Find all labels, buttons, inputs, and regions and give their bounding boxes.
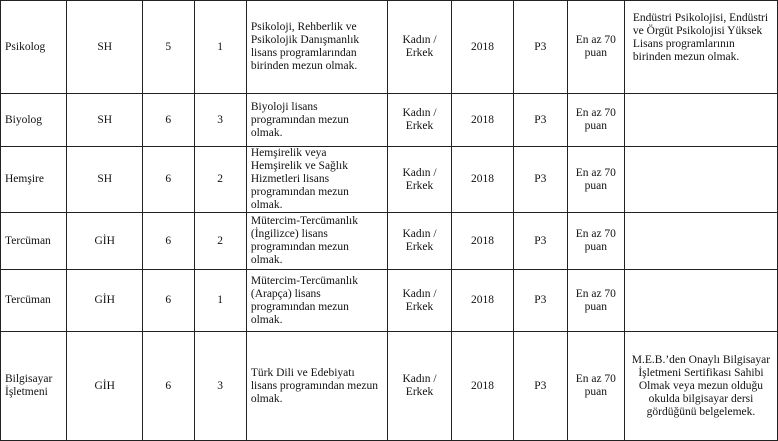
score-type-cell: P3 bbox=[514, 147, 568, 213]
note-cell bbox=[624, 147, 777, 213]
table-body bbox=[1, 1, 778, 441]
position-cell: Tercüman bbox=[1, 213, 67, 270]
table-row bbox=[1, 270, 778, 332]
position-cell: Bilgisayar İşletmeni bbox=[1, 332, 67, 441]
grade-cell: 6 bbox=[143, 147, 194, 213]
grade-cell: 6 bbox=[143, 94, 194, 147]
min-score-cell: En az 70 puan bbox=[567, 147, 624, 213]
kpss-year-cell: 2018 bbox=[452, 332, 514, 441]
note-cell bbox=[624, 270, 777, 332]
table-row bbox=[1, 94, 778, 147]
score-type-cell: P3 bbox=[514, 332, 568, 441]
grade-cell: 6 bbox=[143, 270, 194, 332]
gender-cell: Kadın / Erkek bbox=[387, 332, 451, 441]
kpss-year-cell: 2018 bbox=[452, 213, 514, 270]
kpss-year-cell: 2018 bbox=[452, 94, 514, 147]
note-cell bbox=[624, 213, 777, 270]
table-row bbox=[1, 1, 778, 94]
qualification-cell: Mütercim-Tercümanlık (İngilizce) lisans programından mezun olmak. bbox=[246, 213, 387, 270]
score-type-cell: P3 bbox=[514, 94, 568, 147]
position-cell: Hemşire bbox=[1, 147, 67, 213]
grade-cell: 6 bbox=[143, 213, 194, 270]
min-score-cell: En az 70 puan bbox=[567, 270, 624, 332]
count-cell: 1 bbox=[194, 270, 246, 332]
position-cell: Tercüman bbox=[1, 270, 67, 332]
kpss-year-cell: 2018 bbox=[452, 1, 514, 94]
class-cell: GİH bbox=[67, 270, 143, 332]
table-row bbox=[1, 213, 778, 270]
table-row bbox=[1, 332, 778, 441]
class-cell: SH bbox=[67, 94, 143, 147]
note-cell: Endüstri Psikolojisi, Endüstri ve Örgüt Psikolojisi Yüksek Lisans programlarının birinden mezun olmak. bbox=[624, 1, 777, 94]
min-score-cell: En az 70 puan bbox=[567, 1, 624, 94]
gender-cell: Kadın / Erkek bbox=[387, 94, 451, 147]
min-score-cell: En az 70 puan bbox=[567, 213, 624, 270]
count-cell: 1 bbox=[194, 1, 246, 94]
min-score-cell: En az 70 puan bbox=[567, 332, 624, 441]
position-cell: Biyolog bbox=[1, 94, 67, 147]
count-cell: 3 bbox=[194, 332, 246, 441]
kpss-year-cell: 2018 bbox=[452, 147, 514, 213]
min-score-cell: En az 70 puan bbox=[567, 94, 624, 147]
class-cell: SH bbox=[67, 1, 143, 94]
qualification-cell: Türk Dili ve Edebiyatı lisans programından mezun olmak. bbox=[246, 332, 387, 441]
class-cell: GİH bbox=[67, 332, 143, 441]
qualification-cell: Hemşirelik veya Hemşirelik ve Sağlık Hizmetleri lisans programından mezun olmak. bbox=[246, 147, 387, 213]
count-cell: 2 bbox=[194, 213, 246, 270]
note-cell: M.E.B.’den Onaylı Bilgisayar İşletmeni Sertifikası Sahibi Olmak veya mezun olduğu okulda bilgisayar dersi gördüğünü belgelemek. bbox=[624, 332, 777, 441]
position-cell: Psikolog bbox=[1, 1, 67, 94]
score-type-cell: P3 bbox=[514, 270, 568, 332]
score-type-cell: P3 bbox=[514, 213, 568, 270]
score-type-cell: P3 bbox=[514, 1, 568, 94]
grade-cell: 6 bbox=[143, 332, 194, 441]
qualification-cell: Biyoloji lisans programından mezun olmak. bbox=[246, 94, 387, 147]
count-cell: 3 bbox=[194, 94, 246, 147]
table-row bbox=[1, 147, 778, 213]
gender-cell: Kadın / Erkek bbox=[387, 147, 451, 213]
qualification-cell: Psikoloji, Rehberlik ve Psikolojik Danışmanlık lisans programlarından birinden mezun olmak. bbox=[246, 1, 387, 94]
note-cell bbox=[624, 94, 777, 147]
grade-cell: 5 bbox=[143, 1, 194, 94]
class-cell: SH bbox=[67, 147, 143, 213]
gender-cell: Kadın / Erkek bbox=[387, 213, 451, 270]
gender-cell: Kadın / Erkek bbox=[387, 1, 451, 94]
gender-cell: Kadın / Erkek bbox=[387, 270, 451, 332]
kpss-year-cell: 2018 bbox=[452, 270, 514, 332]
count-cell: 2 bbox=[194, 147, 246, 213]
class-cell: GİH bbox=[67, 213, 143, 270]
qualification-cell: Mütercim-Tercümanlık (Arapça) lisans programından mezun olmak. bbox=[246, 270, 387, 332]
